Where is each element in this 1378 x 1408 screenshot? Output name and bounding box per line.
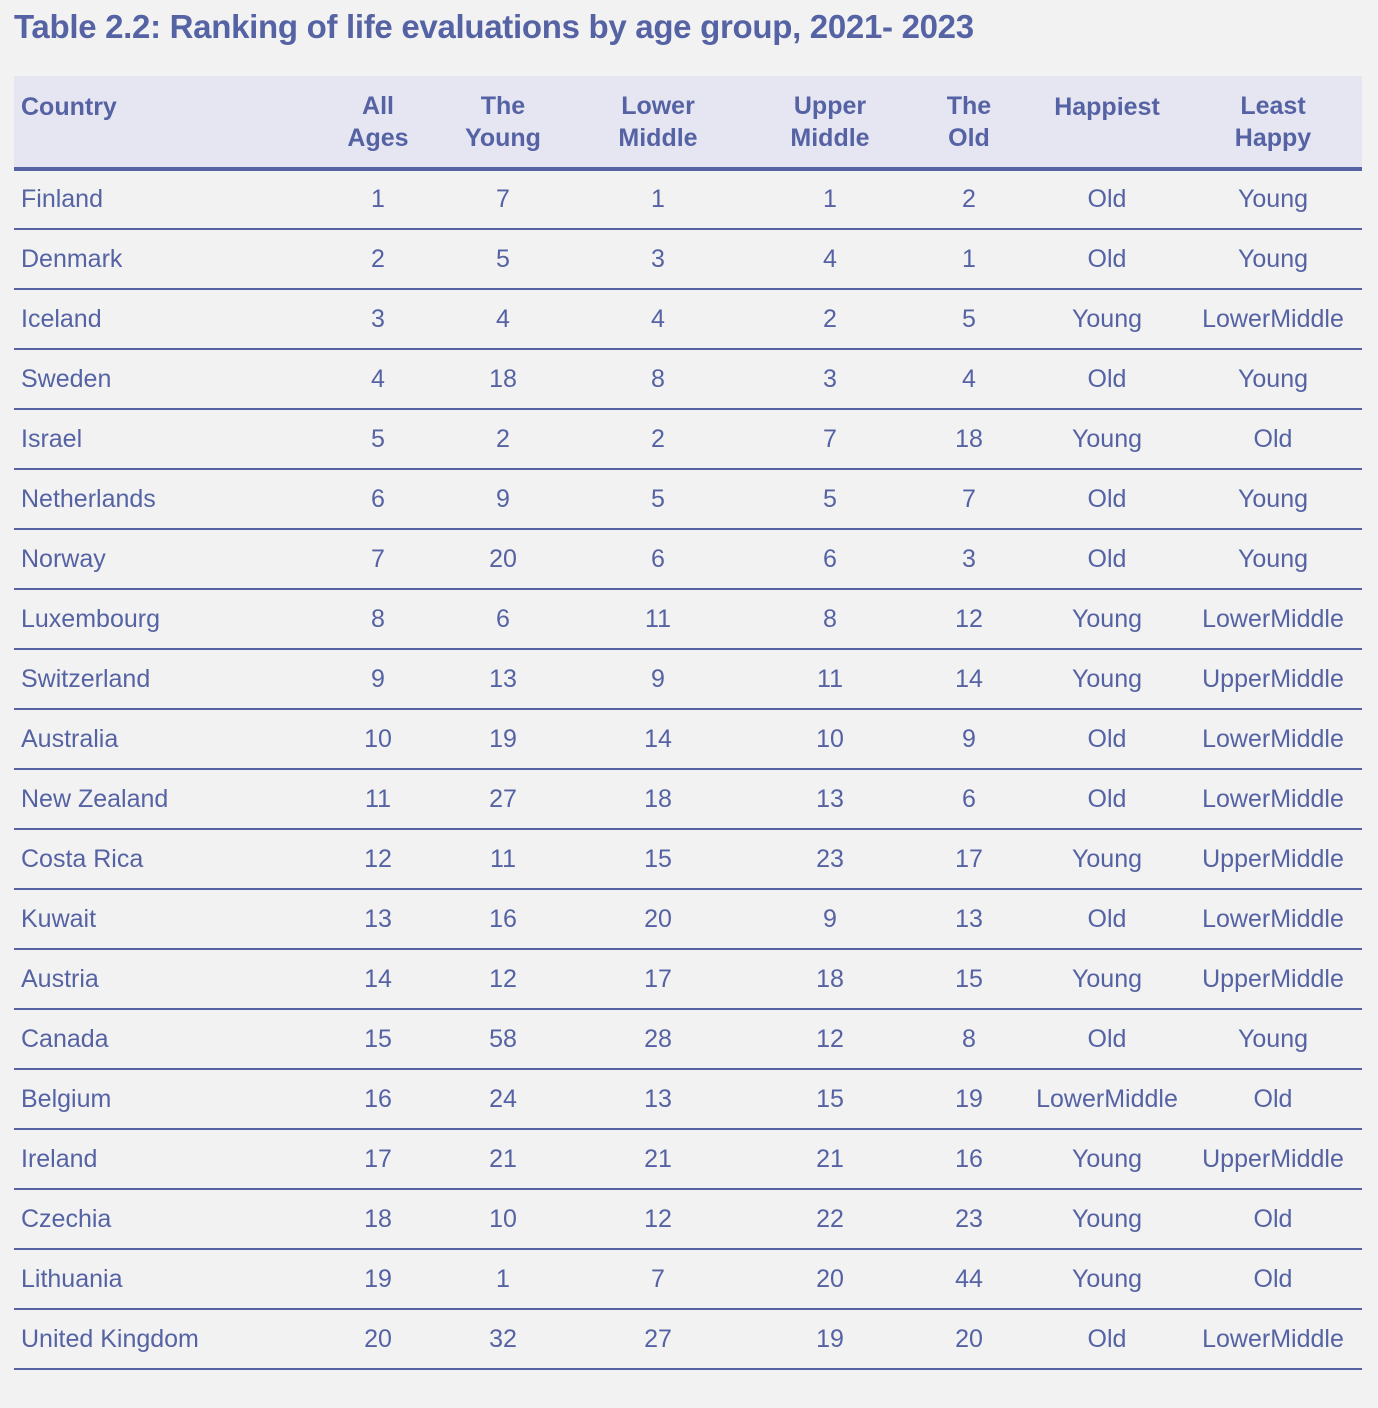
cell-lower-middle: 1 [564, 169, 752, 229]
col-header-old [908, 76, 1030, 169]
cell-old: 8 [908, 1009, 1030, 1069]
table-row [14, 469, 1362, 529]
cell-lower-middle: 15 [564, 829, 752, 889]
cell-all-ages: 14 [314, 949, 442, 1009]
cell-least-happy: LowerMiddle [1184, 589, 1362, 649]
table-row [14, 1309, 1362, 1369]
cell-lower-middle: 17 [564, 949, 752, 1009]
cell-country: Belgium [14, 1069, 314, 1129]
cell-lower-middle: 8 [564, 349, 752, 409]
col-header-young-line2: Young [465, 123, 541, 152]
table-title: Table 2.2: Ranking of life evaluations by age group, 2021- 2023 [14, 8, 974, 45]
cell-least-happy: UpperMiddle [1184, 949, 1362, 1009]
cell-young: 6 [442, 589, 564, 649]
col-header-country: Country [14, 76, 314, 169]
cell-lower-middle: 21 [564, 1129, 752, 1189]
col-header-old-line1: The [946, 91, 992, 120]
table-body [14, 169, 1362, 1369]
cell-all-ages: 15 [314, 1009, 442, 1069]
cell-lower-middle: 20 [564, 889, 752, 949]
cell-country: Switzerland [14, 649, 314, 709]
cell-young: 19 [442, 709, 564, 769]
cell-country: Luxembourg [14, 589, 314, 649]
cell-country: Kuwait [14, 889, 314, 949]
cell-young: 13 [442, 649, 564, 709]
cell-least-happy: UpperMiddle [1184, 649, 1362, 709]
col-header-upper-middle-line1: Upper [793, 91, 867, 120]
col-header-old-line2: Old [948, 123, 990, 152]
cell-country: United Kingdom [14, 1309, 314, 1369]
cell-happiest: Old [1030, 769, 1184, 829]
table-row [14, 949, 1362, 1009]
ranking-table [14, 76, 1362, 1370]
cell-young: 4 [442, 289, 564, 349]
table-row [14, 1009, 1362, 1069]
cell-upper-middle: 22 [752, 1189, 908, 1249]
cell-least-happy: Young [1184, 469, 1362, 529]
cell-happiest: Old [1030, 889, 1184, 949]
cell-country: Australia [14, 709, 314, 769]
cell-happiest: Old [1030, 229, 1184, 289]
cell-country: Norway [14, 529, 314, 589]
cell-upper-middle: 1 [752, 169, 908, 229]
cell-least-happy: LowerMiddle [1184, 889, 1362, 949]
cell-lower-middle: 12 [564, 1189, 752, 1249]
col-header-all-ages-line2: Ages [347, 123, 409, 152]
col-header-young [442, 76, 564, 169]
col-header-lower-middle-line1: Lower [621, 91, 695, 120]
cell-old: 5 [908, 289, 1030, 349]
cell-least-happy: LowerMiddle [1184, 709, 1362, 769]
col-header-lower-middle [564, 76, 752, 169]
cell-happiest: Old [1030, 709, 1184, 769]
cell-all-ages: 7 [314, 529, 442, 589]
cell-old: 44 [908, 1249, 1030, 1309]
cell-upper-middle: 15 [752, 1069, 908, 1129]
cell-upper-middle: 23 [752, 829, 908, 889]
cell-happiest: Old [1030, 469, 1184, 529]
cell-lower-middle: 28 [564, 1009, 752, 1069]
cell-all-ages: 19 [314, 1249, 442, 1309]
cell-old: 13 [908, 889, 1030, 949]
cell-country: Canada [14, 1009, 314, 1069]
cell-all-ages: 9 [314, 649, 442, 709]
cell-old: 12 [908, 589, 1030, 649]
table-row [14, 169, 1362, 229]
cell-young: 32 [442, 1309, 564, 1369]
cell-lower-middle: 4 [564, 289, 752, 349]
cell-young: 10 [442, 1189, 564, 1249]
cell-country: Netherlands [14, 469, 314, 529]
cell-least-happy: Old [1184, 409, 1362, 469]
cell-old: 2 [908, 169, 1030, 229]
cell-young: 27 [442, 769, 564, 829]
cell-upper-middle: 18 [752, 949, 908, 1009]
table-row [14, 1069, 1362, 1129]
col-header-least-happy-line2: Happy [1234, 123, 1312, 152]
cell-country: Costa Rica [14, 829, 314, 889]
cell-happiest: Young [1030, 649, 1184, 709]
col-header-lower-middle-line2: Middle [618, 123, 698, 152]
cell-happiest: Young [1030, 829, 1184, 889]
cell-least-happy: Old [1184, 1249, 1362, 1309]
cell-country: New Zealand [14, 769, 314, 829]
cell-all-ages: 10 [314, 709, 442, 769]
cell-upper-middle: 7 [752, 409, 908, 469]
col-header-all-ages-line1: All [362, 91, 394, 120]
table-row [14, 1129, 1362, 1189]
col-header-least-happy [1184, 76, 1362, 169]
cell-old: 14 [908, 649, 1030, 709]
cell-upper-middle: 11 [752, 649, 908, 709]
cell-upper-middle: 2 [752, 289, 908, 349]
cell-happiest: Old [1030, 529, 1184, 589]
cell-upper-middle: 3 [752, 349, 908, 409]
cell-all-ages: 8 [314, 589, 442, 649]
cell-country: Lithuania [14, 1249, 314, 1309]
header-row [14, 76, 1362, 169]
cell-old: 6 [908, 769, 1030, 829]
cell-young: 5 [442, 229, 564, 289]
cell-all-ages: 11 [314, 769, 442, 829]
cell-lower-middle: 5 [564, 469, 752, 529]
cell-country: Czechia [14, 1189, 314, 1249]
cell-all-ages: 1 [314, 169, 442, 229]
cell-old: 3 [908, 529, 1030, 589]
cell-happiest: Young [1030, 1189, 1184, 1249]
cell-country: Sweden [14, 349, 314, 409]
cell-old: 16 [908, 1129, 1030, 1189]
cell-country: Israel [14, 409, 314, 469]
cell-all-ages: 12 [314, 829, 442, 889]
cell-lower-middle: 6 [564, 529, 752, 589]
col-header-upper-middle [752, 76, 908, 169]
cell-country: Finland [14, 169, 314, 229]
cell-young: 18 [442, 349, 564, 409]
cell-upper-middle: 19 [752, 1309, 908, 1369]
cell-happiest: Old [1030, 349, 1184, 409]
cell-all-ages: 16 [314, 1069, 442, 1129]
cell-all-ages: 4 [314, 349, 442, 409]
cell-least-happy: Old [1184, 1189, 1362, 1249]
cell-old: 15 [908, 949, 1030, 1009]
table-row [14, 769, 1362, 829]
cell-old: 9 [908, 709, 1030, 769]
cell-least-happy: Young [1184, 349, 1362, 409]
cell-young: 1 [442, 1249, 564, 1309]
cell-lower-middle: 27 [564, 1309, 752, 1369]
table-row [14, 409, 1362, 469]
cell-old: 17 [908, 829, 1030, 889]
cell-all-ages: 2 [314, 229, 442, 289]
cell-lower-middle: 3 [564, 229, 752, 289]
cell-lower-middle: 9 [564, 649, 752, 709]
cell-happiest: LowerMiddle [1030, 1069, 1184, 1129]
cell-happiest: Old [1030, 1009, 1184, 1069]
table-row [14, 1249, 1362, 1309]
cell-happiest: Young [1030, 949, 1184, 1009]
cell-young: 7 [442, 169, 564, 229]
cell-old: 1 [908, 229, 1030, 289]
cell-young: 2 [442, 409, 564, 469]
cell-lower-middle: 18 [564, 769, 752, 829]
cell-country: Austria [14, 949, 314, 1009]
cell-old: 23 [908, 1189, 1030, 1249]
cell-least-happy: Young [1184, 229, 1362, 289]
cell-least-happy: Young [1184, 169, 1362, 229]
cell-least-happy: Young [1184, 1009, 1362, 1069]
cell-young: 12 [442, 949, 564, 1009]
col-header-least-happy-line1: Least [1240, 91, 1306, 120]
cell-old: 7 [908, 469, 1030, 529]
cell-least-happy: UpperMiddle [1184, 1129, 1362, 1189]
cell-happiest: Young [1030, 409, 1184, 469]
table-row [14, 889, 1362, 949]
cell-happiest: Young [1030, 1129, 1184, 1189]
cell-young: 21 [442, 1129, 564, 1189]
table-row [14, 289, 1362, 349]
cell-all-ages: 6 [314, 469, 442, 529]
cell-lower-middle: 13 [564, 1069, 752, 1129]
col-header-upper-middle-line2: Middle [790, 123, 870, 152]
cell-happiest: Young [1030, 589, 1184, 649]
cell-young: 20 [442, 529, 564, 589]
table-row [14, 1189, 1362, 1249]
col-header-young-line1: The [480, 91, 526, 120]
cell-least-happy: UpperMiddle [1184, 829, 1362, 889]
table-row [14, 529, 1362, 589]
col-header-happiest: Happiest [1030, 76, 1184, 169]
cell-least-happy: LowerMiddle [1184, 769, 1362, 829]
cell-least-happy: Old [1184, 1069, 1362, 1129]
table-row [14, 649, 1362, 709]
cell-lower-middle: 11 [564, 589, 752, 649]
cell-upper-middle: 5 [752, 469, 908, 529]
cell-happiest: Old [1030, 1309, 1184, 1369]
cell-upper-middle: 20 [752, 1249, 908, 1309]
cell-happiest: Young [1030, 289, 1184, 349]
cell-upper-middle: 6 [752, 529, 908, 589]
cell-young: 58 [442, 1009, 564, 1069]
cell-old: 19 [908, 1069, 1030, 1129]
cell-happiest: Young [1030, 1249, 1184, 1309]
table-row [14, 709, 1362, 769]
cell-upper-middle: 13 [752, 769, 908, 829]
cell-all-ages: 18 [314, 1189, 442, 1249]
cell-young: 9 [442, 469, 564, 529]
cell-all-ages: 20 [314, 1309, 442, 1369]
cell-happiest: Old [1030, 169, 1184, 229]
cell-upper-middle: 21 [752, 1129, 908, 1189]
cell-upper-middle: 12 [752, 1009, 908, 1069]
table-row [14, 349, 1362, 409]
cell-lower-middle: 14 [564, 709, 752, 769]
cell-all-ages: 5 [314, 409, 442, 469]
cell-all-ages: 13 [314, 889, 442, 949]
cell-young: 16 [442, 889, 564, 949]
cell-lower-middle: 7 [564, 1249, 752, 1309]
cell-all-ages: 17 [314, 1129, 442, 1189]
cell-old: 18 [908, 409, 1030, 469]
cell-upper-middle: 9 [752, 889, 908, 949]
cell-country: Iceland [14, 289, 314, 349]
cell-old: 4 [908, 349, 1030, 409]
cell-country: Ireland [14, 1129, 314, 1189]
table-row [14, 829, 1362, 889]
cell-old: 20 [908, 1309, 1030, 1369]
cell-upper-middle: 8 [752, 589, 908, 649]
cell-young: 11 [442, 829, 564, 889]
cell-young: 24 [442, 1069, 564, 1129]
cell-upper-middle: 10 [752, 709, 908, 769]
cell-country: Denmark [14, 229, 314, 289]
table-row [14, 229, 1362, 289]
cell-least-happy: LowerMiddle [1184, 289, 1362, 349]
cell-least-happy: LowerMiddle [1184, 1309, 1362, 1369]
table-row [14, 589, 1362, 649]
cell-least-happy: Young [1184, 529, 1362, 589]
col-header-all-ages [314, 76, 442, 169]
cell-upper-middle: 4 [752, 229, 908, 289]
cell-all-ages: 3 [314, 289, 442, 349]
cell-lower-middle: 2 [564, 409, 752, 469]
